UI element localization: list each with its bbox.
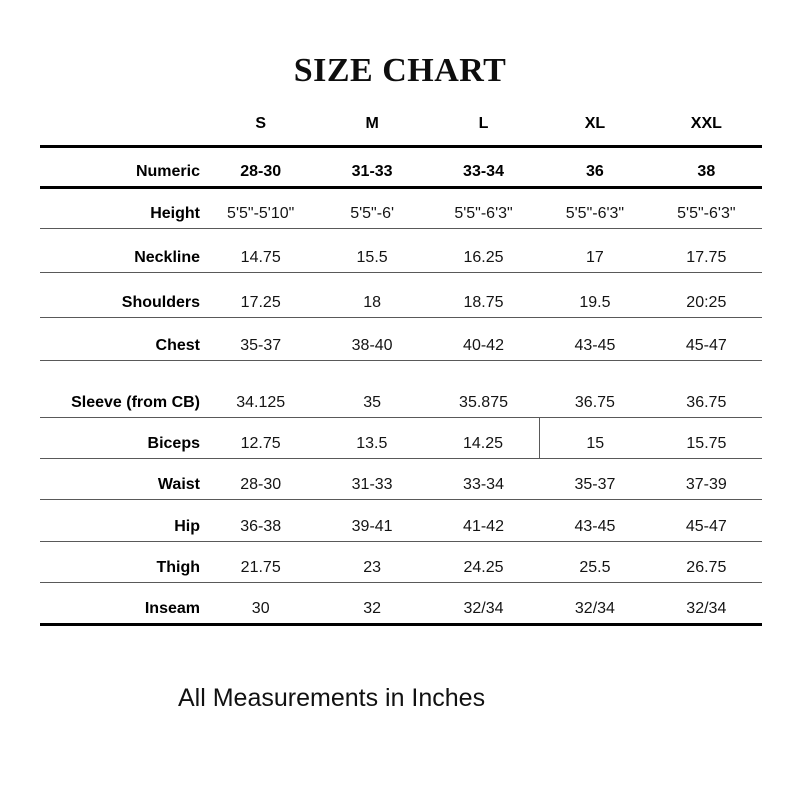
row-label: Neckline (134, 249, 200, 267)
cell-value: 33-34 (463, 476, 504, 494)
cell-value: 35-37 (574, 476, 616, 494)
cell-value: 43-45 (574, 337, 616, 355)
cell-value: 39-41 (351, 518, 393, 536)
cell-value: 41-42 (463, 518, 504, 536)
cell-value: 43-45 (574, 518, 616, 536)
size-col-header: S (255, 115, 267, 133)
row-label: Hip (174, 518, 200, 536)
table-row (40, 148, 762, 189)
cell-value: 31-33 (351, 476, 393, 494)
cell-value: 5'5"-6'3" (565, 205, 625, 223)
cell-value: 45-47 (685, 337, 727, 355)
cell-value: 25.5 (579, 559, 611, 577)
table-row (40, 583, 762, 626)
cell-value: 32/34 (574, 600, 615, 618)
table-row (40, 500, 762, 542)
cell-value: 36 (586, 163, 604, 181)
cell-value: 32/34 (686, 600, 727, 618)
cell-value: 38 (697, 163, 716, 181)
cell-value: 12.75 (240, 435, 281, 453)
table-row (40, 542, 762, 583)
cell-value: 5'5"-6' (350, 205, 395, 223)
cell-value: 16.25 (463, 249, 504, 267)
cell-value: 15 (539, 418, 651, 458)
cell-value: 31-33 (351, 163, 393, 181)
cell-value: 35 (363, 394, 381, 412)
table-row (40, 418, 762, 459)
row-label: Height (150, 205, 200, 223)
cell-value: 35.875 (459, 394, 508, 412)
cell-value: 5'5"-6'3" (454, 205, 513, 223)
row-label: Sleeve (from CB) (71, 394, 200, 412)
cell-value: 33-34 (463, 163, 504, 181)
table-row (40, 229, 762, 273)
size-col-header: L (478, 115, 489, 133)
size-table (40, 105, 762, 626)
cell-value: 5'5"-5'10" (227, 205, 295, 223)
header-spacer (40, 105, 205, 145)
cell-value: 24.25 (463, 559, 504, 577)
row-label: Inseam (144, 600, 200, 618)
cell-value: 28-30 (240, 163, 282, 181)
cell-value: 15.75 (686, 435, 727, 453)
table-row (40, 189, 762, 229)
row-label: Chest (155, 337, 200, 355)
cell-value: 36.75 (574, 394, 615, 412)
cell-value: 14.25 (462, 435, 504, 453)
cell-value: 13.5 (356, 435, 388, 453)
row-label: Biceps (147, 435, 200, 453)
table-row (40, 273, 762, 318)
cell-value: 36.75 (686, 394, 727, 412)
page-title: SIZE CHART (293, 52, 507, 89)
cell-value: 23 (363, 559, 381, 577)
cell-value: 45-47 (685, 518, 727, 536)
cell-value: 40-42 (463, 337, 504, 355)
cell-value: 21.75 (240, 559, 281, 577)
table-row (40, 318, 762, 361)
cell-value: 35-37 (240, 337, 282, 355)
cell-value: 38-40 (351, 337, 393, 355)
row-label: Shoulders (121, 294, 200, 312)
row-label: Waist (157, 476, 200, 494)
cell-value: 17.25 (240, 294, 281, 312)
cell-value: 30 (251, 600, 270, 618)
table-row (40, 361, 762, 418)
cell-value: 20:25 (686, 294, 727, 312)
cell-value: 14.75 (240, 249, 281, 267)
cell-value: 18.75 (463, 294, 504, 312)
size-col-header: XXL (690, 115, 722, 133)
table-row (40, 459, 762, 500)
measurements-note: All Measurements in Inches (178, 684, 486, 712)
cell-value: 15.5 (356, 249, 388, 267)
row-label: Numeric (135, 163, 200, 181)
cell-value: 18 (363, 294, 381, 312)
cell-value: 26.75 (686, 559, 727, 577)
row-label: Thigh (156, 559, 200, 577)
size-col-header: M (365, 115, 379, 133)
cell-value: 32/34 (463, 600, 504, 618)
cell-value: 37-39 (685, 476, 727, 494)
cell-value: 28-30 (240, 476, 282, 494)
cell-value: 32 (363, 600, 381, 618)
cell-value: 17 (586, 249, 604, 267)
cell-value: 34.125 (236, 394, 286, 412)
size-header-row (40, 105, 762, 148)
cell-value: 5'5"-6'3" (677, 205, 736, 223)
cell-value: 19.5 (579, 294, 611, 312)
cell-value: 17.75 (686, 249, 727, 267)
cell-value: 36-38 (240, 518, 282, 536)
size-col-header: XL (584, 115, 606, 133)
